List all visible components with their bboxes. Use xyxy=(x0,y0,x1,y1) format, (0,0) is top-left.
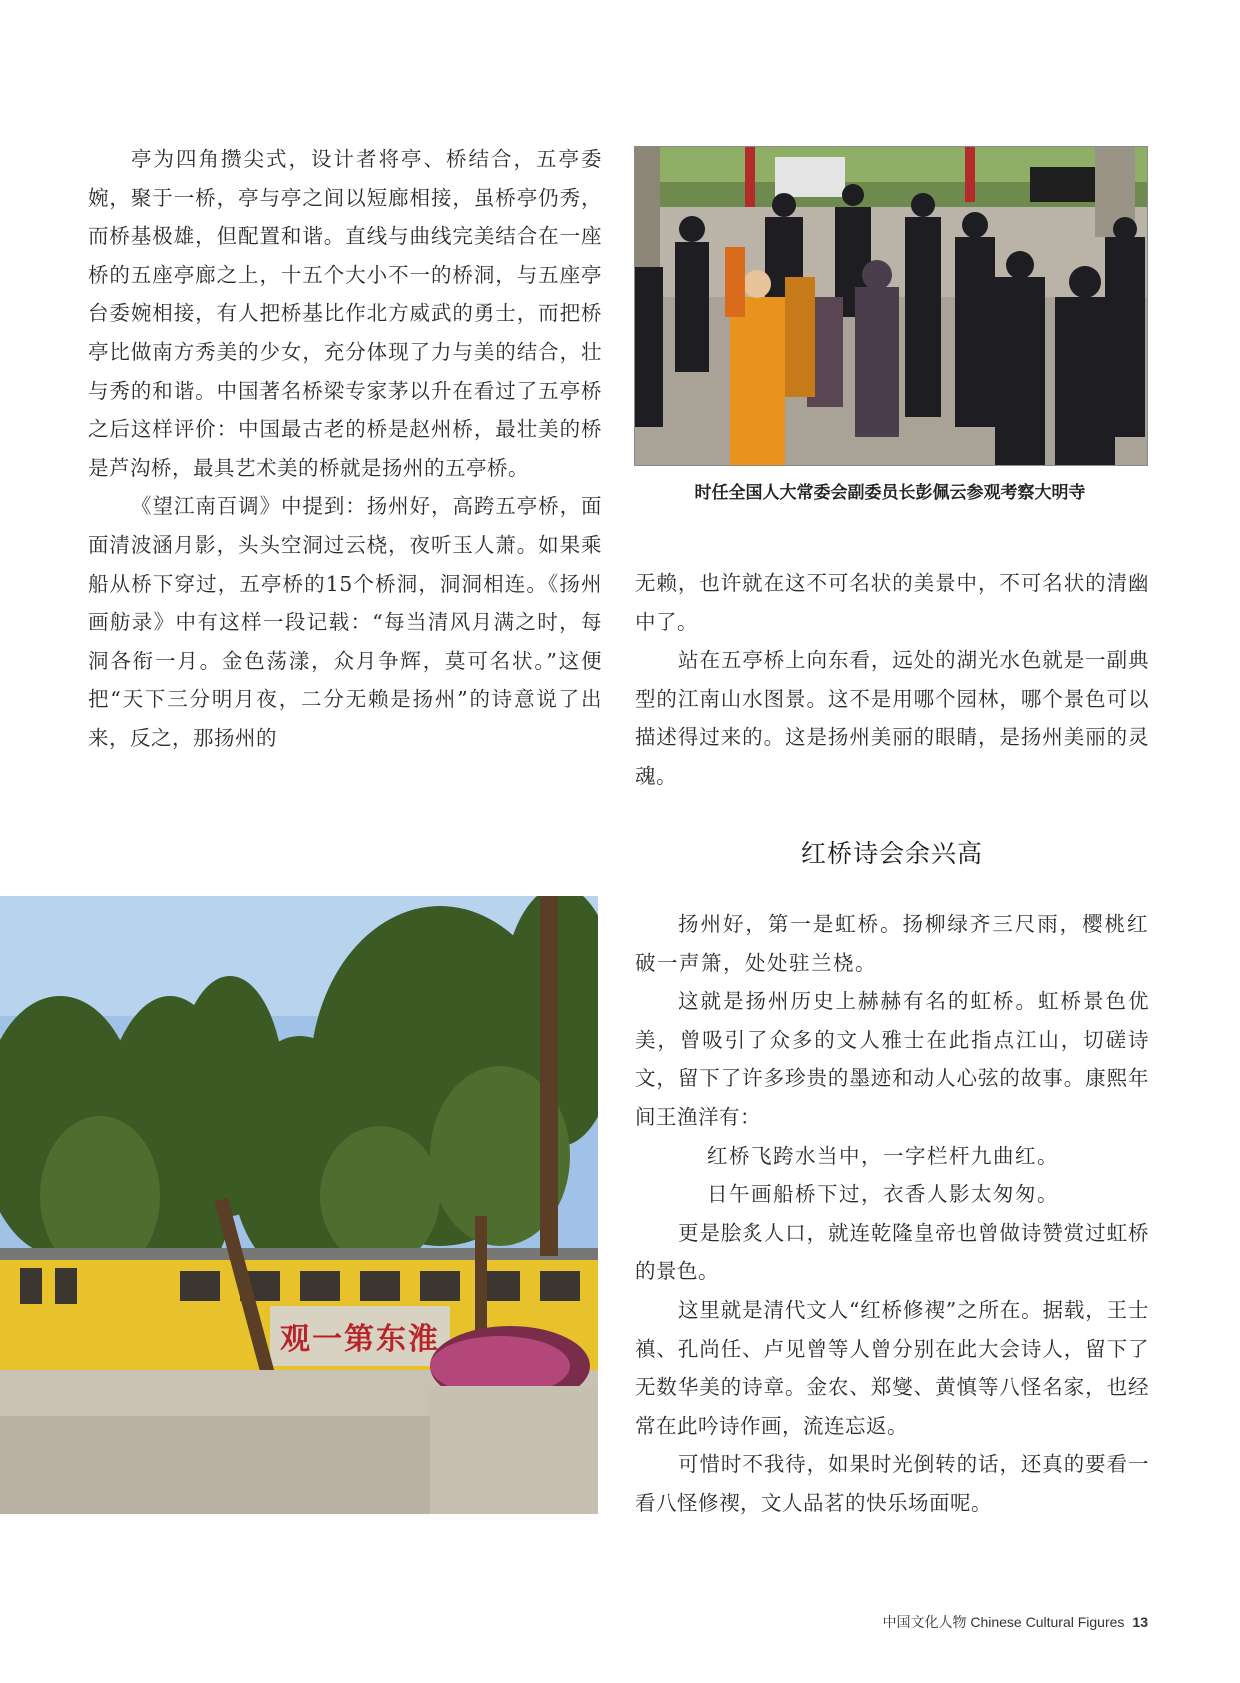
article-paragraph: 站在五亭桥上向东看，远处的湖光水色就是一副典型的江南山水图景。这不是用哪个园林，哪个景色可以描述得过来的。这是扬州美丽的眼睛，是扬州美丽的灵魂。 xyxy=(635,648,1149,788)
article-paragraph: 这就是扬州历史上赫赫有名的虹桥。虹桥景色优美，曾吸引了众多的文人雅士在此指点江山，切磋诗文，留下了许多珍贵的墨迹和动人心弦的故事。康熙年间王渔洋有： xyxy=(635,989,1149,1129)
article-column-right-middle xyxy=(635,564,1149,796)
article-paragraph: 可惜时不我待，如果时光倒转的话，还真的要看一看八怪修禊，文人品茗的快乐场面呢。 xyxy=(635,1452,1149,1515)
page-number: 13 xyxy=(1132,1614,1148,1630)
photo-temple-wall-illustration xyxy=(0,896,598,1514)
article-paragraph: 《望江南百调》中提到：扬州好，高跨五亭桥，面面清波涵月影，头头空洞过云桡，夜听玉人萧。如果乘船从桥下穿过，五亭桥的15个桥洞，洞洞相连。《扬州画舫录》中有这样一段记载：“每当清风月满之时，每洞各衔一月。金色荡漾，众月争辉，莫可名状。”这便把“天下三分明月夜，二分无赖是扬州”的诗意说了出来，反之，那扬州的 xyxy=(88,494,602,750)
article-column-left-top xyxy=(88,140,602,758)
poem-line: 日午画船桥下过，衣香人影太匆匆。 xyxy=(707,1182,1059,1207)
page-footer xyxy=(882,1612,1148,1632)
photo-temple-wall xyxy=(0,896,598,1514)
wall-inscription: 淮东第一观 xyxy=(280,1322,440,1357)
article-paragraph: 亭为四角攒尖式，设计者将亭、桥结合，五亭委婉，聚于一桥，亭与亭之间以短廊相接，虽桥亭仍秀，而桥基极雄，但配置和谐。直线与曲线完美结合在一座桥的五座亭廊之上，十五个大小不一的桥洞，与五座亭台委婉相接，有人把桥基比作北方威武的勇士，而把桥亭比做南方秀美的少女，充分体现了力与美的结合，壮与秀的和谐。中国著名桥梁专家茅以升在看过了五亭桥之后这样评价：中国最古老的桥是赵州桥，最壮美的桥是芦沟桥，最具艺术美的桥就是扬州的五亭桥。 xyxy=(88,147,602,480)
photo-official-visit xyxy=(634,146,1148,466)
magazine-name: 中国文化人物 Chinese Cultural Figures xyxy=(882,1614,1125,1630)
article-paragraph: 这里就是清代文人“红桥修禊”之所在。据载，王士禛、孔尚任、卢见曾等人曾分别在此大会诗人，留下了无数华美的诗章。金农、郑燮、黄慎等八怪名家，也经常在此吟诗作画，流连忘返。 xyxy=(635,1297,1149,1438)
photo-caption: 时任全国人大常委会副委员长彭佩云参观考察大明寺 xyxy=(694,483,1086,503)
article-column-right-bottom xyxy=(635,905,1149,1523)
poem-line: 红桥飞跨水当中，一字栏杆九曲红。 xyxy=(707,1143,1059,1168)
article-paragraph: 无赖，也许就在这不可名状的美景中，不可名状的清幽中了。 xyxy=(635,571,1149,634)
article-paragraph: 更是脍炙人口，就连乾隆皇帝也曾做诗赞赏过虹桥的景色。 xyxy=(635,1220,1149,1284)
section-heading: 红桥诗会余兴高 xyxy=(800,839,983,868)
photo-official-visit-illustration xyxy=(635,147,1147,465)
lyric-paragraph: 扬州好，第一是虹桥。扬柳绿齐三尺雨，樱桃红破一声箫，处处驻兰桡。 xyxy=(635,912,1149,975)
